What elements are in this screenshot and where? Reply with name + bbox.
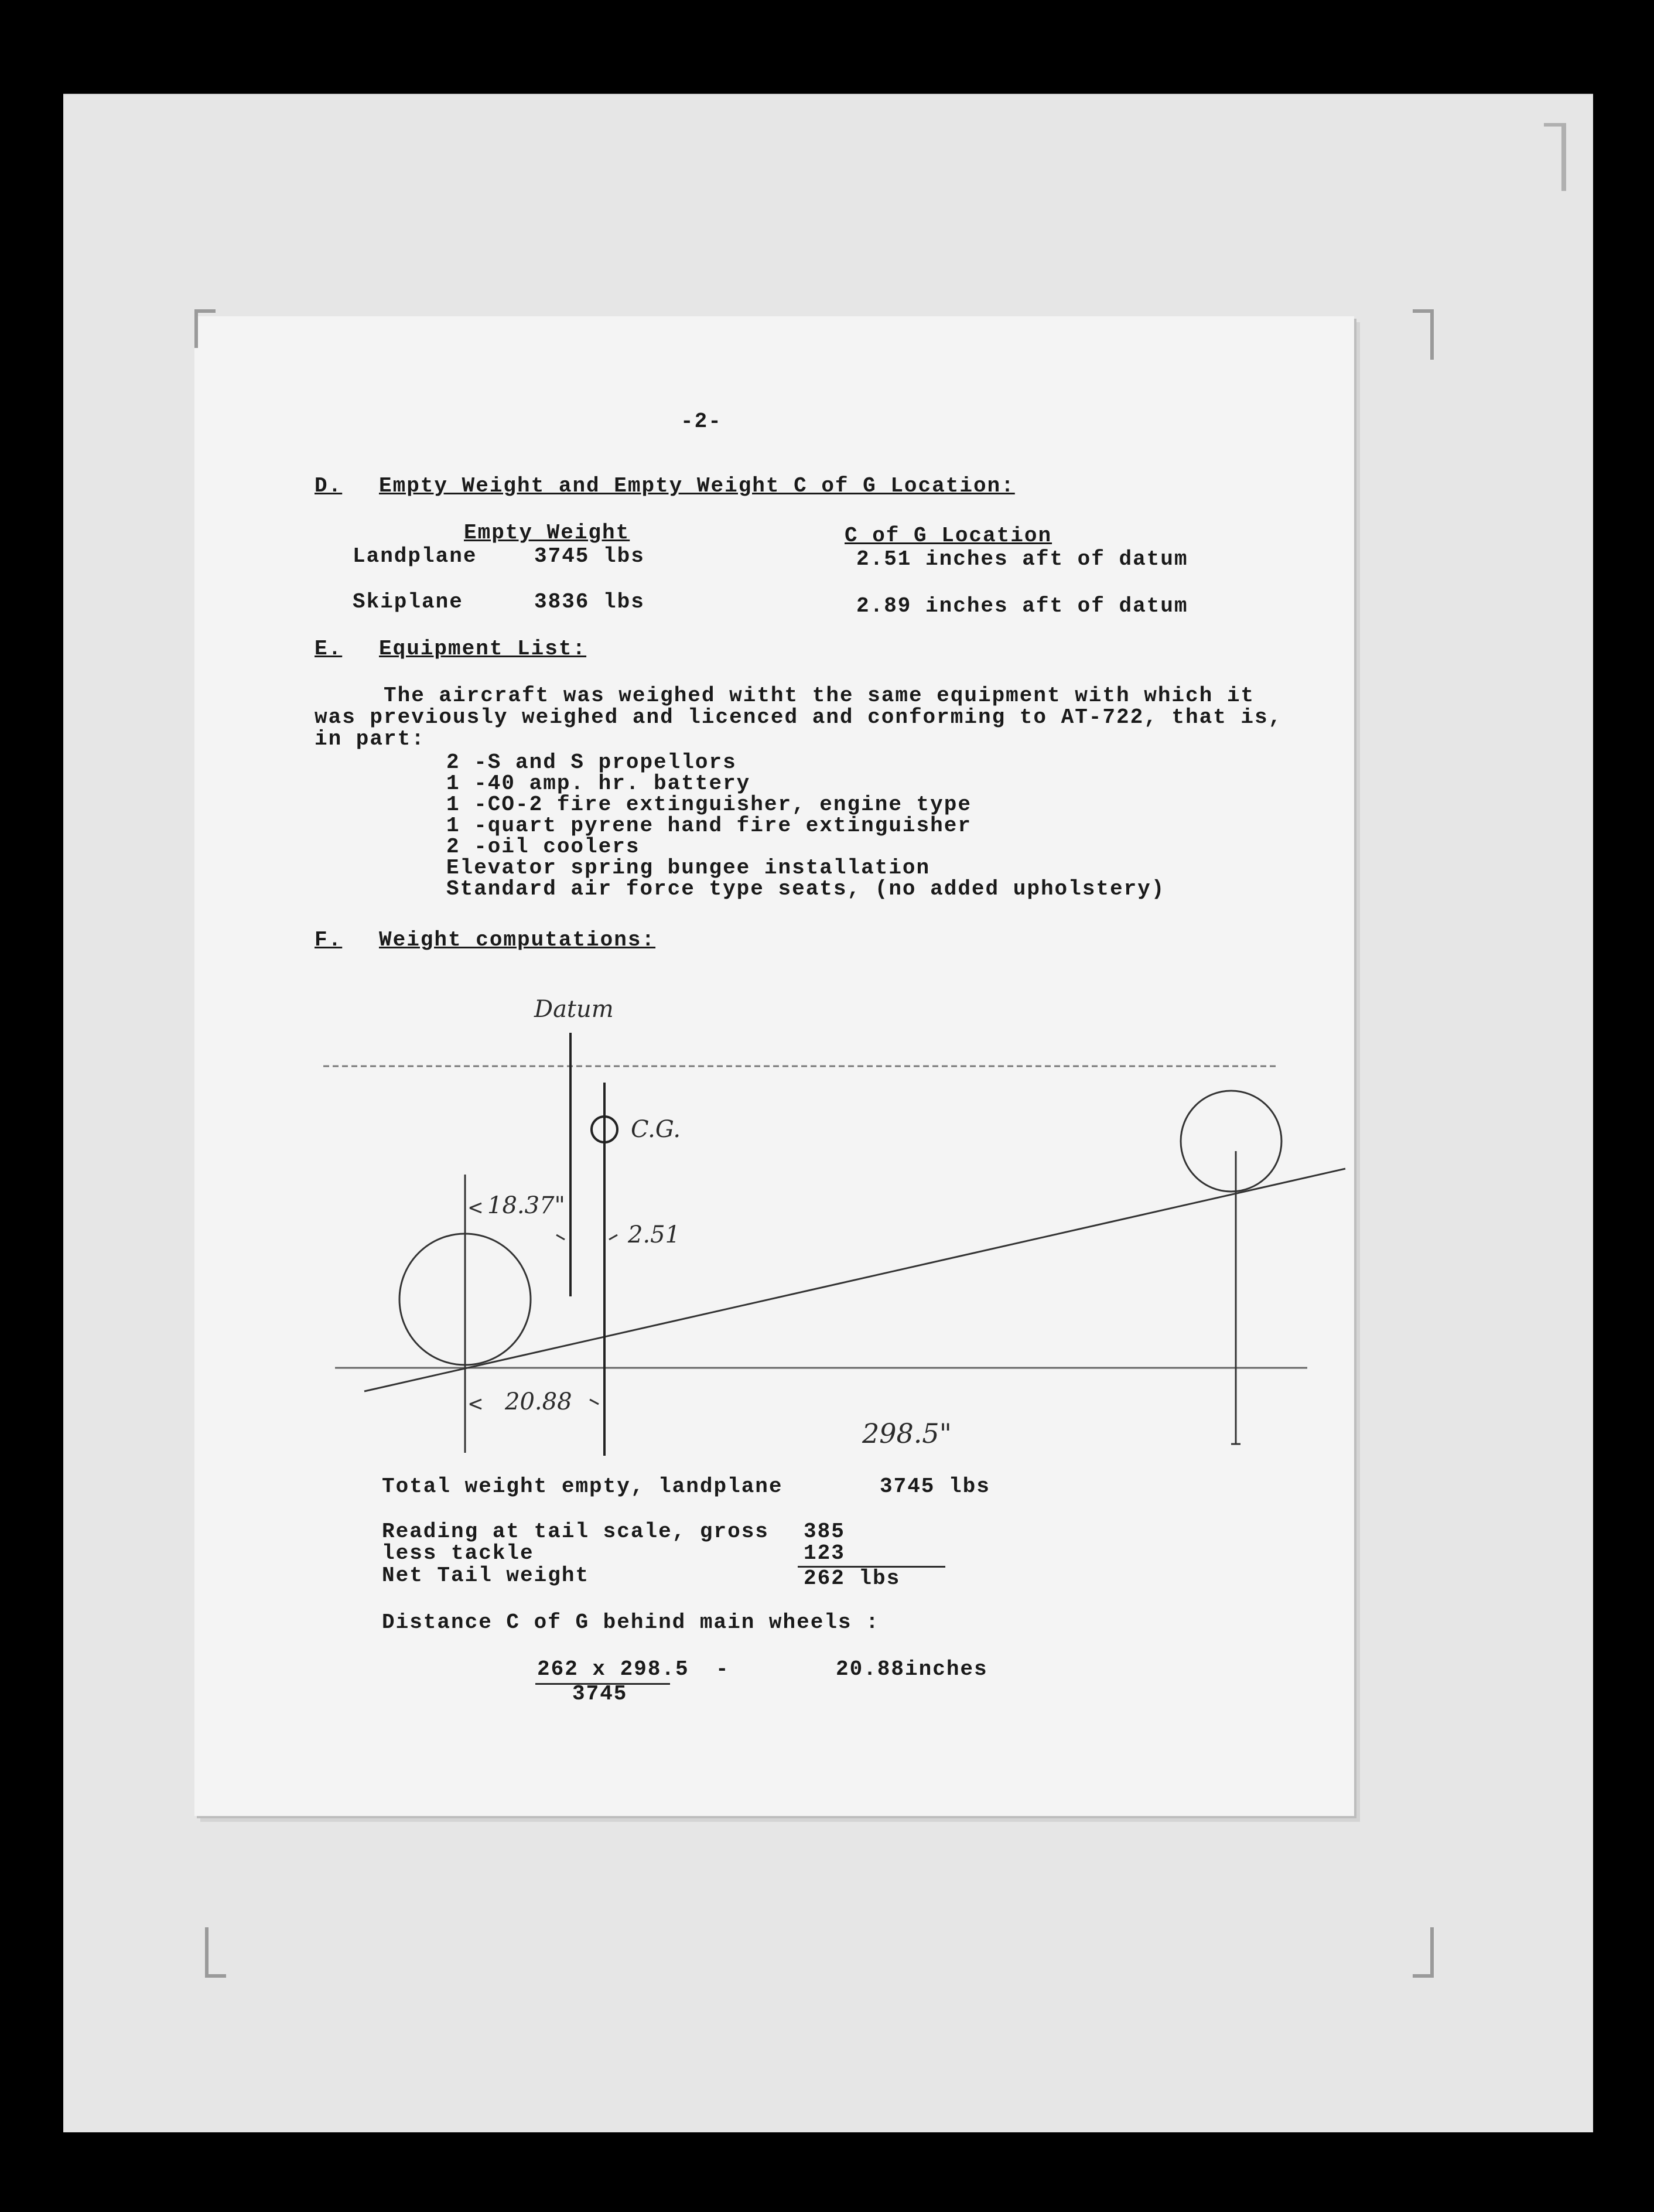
- datum-label: Datum: [534, 996, 614, 1023]
- dimension-298-5: 298.5": [862, 1418, 952, 1449]
- intro-line-3: in part:: [315, 727, 425, 751]
- equipment-item: Standard air force type seats, (no added upholstery): [446, 877, 1166, 901]
- row-landplane-weight: 3745 lbs: [534, 544, 645, 568]
- intro-line-1: The aircraft was weighed witht the same equipment with which it: [315, 684, 1255, 708]
- formula-denominator: 3745: [572, 1682, 628, 1706]
- cg-label: C.G.: [631, 1116, 681, 1143]
- formula-numerator: 262 x 298.5: [537, 1657, 689, 1681]
- formula-result: 20.88inches: [836, 1657, 988, 1681]
- net-tail-label: Net Tail weight: [382, 1564, 590, 1588]
- col-empty-weight-header: Empty Weight: [464, 521, 630, 545]
- intro-line-2: was previously weighed and licenced and conforming to AT-722, that is,: [315, 705, 1283, 729]
- crop-mark-top-right-outer: [1544, 123, 1566, 191]
- section-e-title: Equipment List:: [379, 637, 587, 661]
- crop-mark-bottom-right: [1413, 1927, 1434, 1978]
- document-page: [194, 316, 1354, 1816]
- weight-diagram: [194, 316, 1354, 1816]
- total-weight-value: 3745 lbs: [880, 1474, 990, 1498]
- row-skiplane-weight: 3836 lbs: [534, 590, 645, 614]
- crop-mark-top-left: [194, 309, 216, 348]
- formula-minus: -: [716, 1657, 730, 1681]
- row-skiplane-label: Skiplane: [353, 590, 463, 614]
- row-landplane-cg: 2.51 inches aft of datum: [856, 547, 1188, 571]
- page-number: -2-: [681, 409, 722, 433]
- row-skiplane-cg: 2.89 inches aft of datum: [856, 594, 1188, 618]
- section-d-title: Empty Weight and Empty Weight C of G Location:: [379, 474, 1015, 498]
- total-weight-label: Total weight empty, landplane: [382, 1474, 783, 1498]
- net-tail-value: 262 lbs: [804, 1566, 901, 1590]
- equipment-item: 2 -oil coolers: [446, 835, 640, 859]
- tail-reading-value: 385: [804, 1520, 845, 1544]
- less-tackle-label: less tackle: [382, 1541, 534, 1565]
- tail-reading-label: Reading at tail scale, gross: [382, 1520, 769, 1544]
- equipment-item: Elevator spring bungee installation: [446, 856, 931, 880]
- section-e-letter: E.: [315, 637, 343, 661]
- crop-mark-bottom-left: [205, 1927, 226, 1978]
- distance-label: Distance C of G behind main wheels :: [382, 1610, 880, 1634]
- equipment-item: 2 -S and S propellors: [446, 750, 737, 774]
- equipment-item: 1 -quart pyrene hand fire extinguisher: [446, 814, 972, 838]
- col-cg-location-header: C of G Location: [845, 524, 1052, 548]
- crop-mark-top-right: [1413, 309, 1434, 360]
- less-tackle-value: 123: [804, 1541, 845, 1565]
- section-d-letter: D.: [315, 474, 343, 498]
- equipment-item: 1 -40 amp. hr. battery: [446, 772, 751, 796]
- dimension-18-37: 18.37": [487, 1192, 565, 1219]
- row-landplane-label: Landplane: [353, 544, 477, 568]
- dimension-2-51: 2.51: [628, 1221, 681, 1248]
- section-f-letter: F.: [315, 928, 343, 952]
- dimension-20-88: 20.88: [505, 1388, 572, 1415]
- section-f-title: Weight computations:: [379, 928, 656, 952]
- equipment-item: 1 -CO-2 fire extinguisher, engine type: [446, 793, 972, 817]
